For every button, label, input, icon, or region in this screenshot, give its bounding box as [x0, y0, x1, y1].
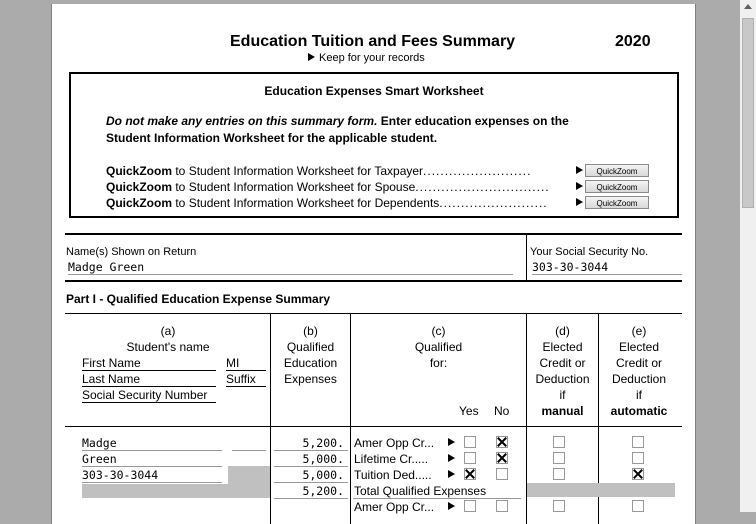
no-label: No: [494, 404, 510, 418]
part1-title: Part I - Qualified Education Expense Summary: [66, 292, 331, 306]
col-d-line4: if: [559, 388, 566, 402]
student-last-name-field[interactable]: Green: [82, 452, 222, 467]
last-name-label: Last Name: [82, 372, 216, 387]
credit-label-lifetime: Lifetime Cr.....: [354, 452, 429, 466]
col-e-line4: if: [636, 388, 642, 402]
col-c-line2: for:: [429, 356, 448, 370]
quickzoom-dependents-button[interactable]: QuickZoom: [585, 196, 649, 209]
worksheet-instruction-2: Student Information Worksheet for the applicable student.: [106, 131, 438, 145]
yes-checkbox[interactable]: [464, 500, 476, 512]
ssn-field[interactable]: 303-30-3044: [532, 260, 682, 275]
total-amount[interactable]: 5,200.: [302, 484, 344, 498]
student-first-name-field[interactable]: Madge: [82, 436, 222, 451]
no-checkbox[interactable]: [496, 500, 508, 512]
form-page: [51, 4, 696, 524]
credit-label-tuition: Tuition Ded.....: [354, 468, 432, 482]
divider: [65, 280, 682, 282]
pointer-icon: [576, 182, 583, 190]
keep-note: Keep for your records: [308, 52, 425, 64]
pointer-icon: [308, 53, 315, 61]
quickzoom-spouse-button[interactable]: QuickZoom: [585, 180, 649, 193]
quickzoom-taxpayer-button[interactable]: QuickZoom: [585, 164, 649, 177]
col-c-line1: Qualified: [414, 340, 463, 354]
expense-amount[interactable]: 5,000.: [302, 468, 344, 482]
student-ssn-field[interactable]: 303-30-3044: [82, 468, 222, 483]
student-suffix-field[interactable]: [232, 452, 266, 467]
col-e-letter: (e): [631, 324, 647, 338]
col-d-letter: (d): [555, 324, 570, 338]
col-b-line3: Expenses: [284, 372, 337, 386]
names-field[interactable]: Madge Green: [68, 260, 513, 275]
credit-label-amer-opp-next: Amer Opp Cr...: [354, 500, 435, 514]
ssn-col-label: Social Security Number: [82, 388, 216, 403]
divider: [526, 235, 527, 280]
pointer-icon: [448, 470, 455, 478]
divider: [274, 498, 348, 499]
divider: [65, 233, 682, 235]
col-a-title: Student's name: [126, 340, 210, 354]
pointer-icon: [576, 198, 583, 206]
scroll-thumb[interactable]: [742, 18, 754, 208]
quickzoom-taxpayer-label: QuickZoom to Student Information Worksheet for Taxpayer.........................: [106, 164, 532, 178]
divider: [65, 426, 682, 427]
yes-checkbox[interactable]: [464, 452, 476, 464]
total-label: Total Qualified Expenses: [354, 484, 487, 498]
quickzoom-spouse-label: QuickZoom to Student Information Worksheet for Spouse...............................: [106, 180, 550, 194]
mi-label: MI: [226, 356, 266, 371]
col-b-line2: Education: [283, 356, 338, 370]
manual-checkbox[interactable]: [553, 436, 565, 448]
student-mi-field[interactable]: [232, 436, 266, 451]
pointer-icon: [576, 166, 583, 174]
divider: [353, 498, 521, 499]
manual-checkbox[interactable]: [553, 452, 565, 464]
col-b-line1: Qualified: [286, 340, 335, 354]
col-e-line5: automatic: [610, 404, 668, 418]
col-e-line2: Credit or: [615, 356, 662, 370]
suffix-label: Suffix: [226, 372, 266, 387]
divider: [274, 450, 348, 451]
col-e-line3: Deduction: [611, 372, 667, 386]
pointer-icon: [448, 454, 455, 462]
shaded-area: [82, 484, 270, 498]
col-c-letter: (c): [431, 324, 446, 338]
expense-amount[interactable]: 5,200.: [302, 436, 344, 450]
pointer-icon: [448, 438, 455, 446]
divider: [274, 482, 348, 483]
expense-amount[interactable]: 5,000.: [302, 452, 344, 466]
automatic-checkbox[interactable]: [632, 500, 644, 512]
divider: [65, 313, 682, 314]
first-name-label: First Name: [82, 356, 216, 371]
yes-label: Yes: [459, 404, 479, 418]
quickzoom-dependents-label: QuickZoom to Student Information Worksheet for Dependents.........................: [106, 196, 548, 210]
names-label: Name(s) Shown on Return: [66, 246, 197, 258]
form-year: 2020: [615, 33, 651, 50]
col-e-line1: Elected: [618, 340, 660, 354]
col-a-letter: (a): [160, 324, 176, 338]
manual-checkbox[interactable]: [553, 500, 565, 512]
automatic-checkbox[interactable]: [632, 468, 644, 480]
col-d-line1: Elected: [542, 340, 583, 354]
yes-checkbox[interactable]: [464, 436, 476, 448]
col-b-letter: (b): [303, 324, 318, 338]
credit-label-amer-opp: Amer Opp Cr...: [354, 436, 435, 450]
shaded-area: [527, 483, 675, 497]
col-d-line5: manual: [541, 404, 584, 418]
yes-checkbox[interactable]: [464, 468, 476, 480]
smart-worksheet-heading: Education Expenses Smart Worksheet: [264, 84, 484, 98]
scroll-up-icon[interactable]: [744, 4, 752, 9]
automatic-checkbox[interactable]: [632, 436, 644, 448]
no-checkbox[interactable]: [496, 452, 508, 464]
pointer-icon: [448, 502, 455, 510]
no-checkbox[interactable]: [496, 436, 508, 448]
automatic-checkbox[interactable]: [632, 452, 644, 464]
manual-checkbox[interactable]: [553, 468, 565, 480]
col-d-line3: Deduction: [535, 372, 590, 386]
vertical-scrollbar[interactable]: [740, 0, 756, 512]
form-title: Education Tuition and Fees Summary: [230, 33, 516, 50]
ssn-label: Your Social Security No.: [530, 246, 649, 258]
col-d-line2: Credit or: [539, 356, 586, 370]
worksheet-instruction-1: Do not make any entries on this summary form. Enter education expenses on the: [106, 114, 569, 128]
no-checkbox[interactable]: [496, 468, 508, 480]
divider: [274, 466, 348, 467]
